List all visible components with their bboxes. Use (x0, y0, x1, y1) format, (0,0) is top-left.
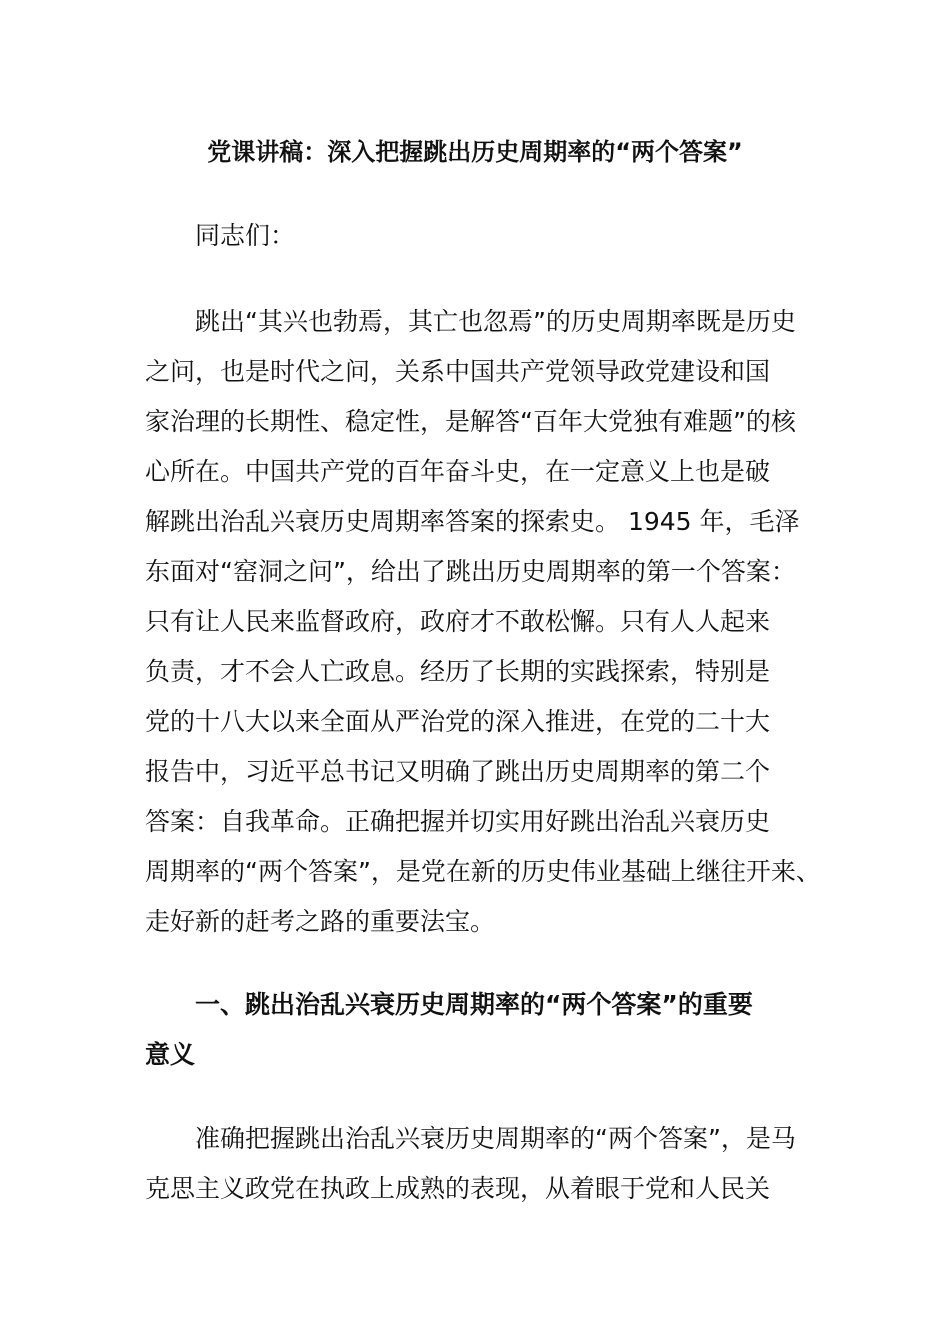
greeting: 同志们： (195, 221, 296, 250)
paragraph-line: 党的十八大以来全面从严治党的深入推进，在党的二十大 (145, 707, 771, 736)
paragraph-line: 负责，才不会人亡政息。经历了长期的实践探索，特别是 (145, 657, 771, 686)
paragraph-line: 家治理的长期性、稳定性，是解答“百年大党独有难题”的核 (145, 407, 796, 436)
document-title: 党课讲稿：深入把握跳出历史周期率的“两个答案” (207, 138, 743, 166)
paragraph-section-1 (145, 1114, 825, 1214)
paragraph-line: 答案：自我革命。正确把握并切实用好跳出治乱兴衰历史 (145, 807, 771, 836)
paragraph-line: 跳出“其兴也勃焉，其亡也忽焉”的历史周期率既是历史 (195, 307, 796, 336)
heading-line: 意义 (145, 1040, 196, 1069)
paragraph-line: 只有让人民来监督政府，政府才不敢松懈。只有人人起来 (145, 607, 771, 636)
paragraph-line: 克思主义政党在执政上成熟的表现，从着眼于党和人民关 (145, 1174, 771, 1203)
section-heading-1 (145, 980, 825, 1080)
paragraph-line: 东面对“窑洞之问”，给出了跳出历史周期率的第一个答案： (145, 557, 796, 586)
paragraph-intro (145, 297, 825, 947)
paragraph-line: 走好新的赶考之路的重要法宝。 (145, 907, 496, 936)
paragraph-line: 周期率的“两个答案”，是党在新的历史伟业基础上继往开来、 (145, 857, 821, 886)
paragraph-line: 之问，也是时代之问，关系中国共产党领导政党建设和国 (145, 357, 771, 386)
paragraph-line: 心所在。中国共产党的百年奋斗史，在一定意义上也是破 (145, 457, 771, 486)
paragraph-line: 准确把握跳出治乱兴衰历史周期率的“两个答案”，是马 (195, 1124, 796, 1153)
paragraph-line: 解跳出治乱兴衰历史周期率答案的探索史。 1945 年，毛泽 (145, 507, 800, 536)
paragraph-line: 报告中，习近平总书记又明确了跳出历史周期率的第二个 (145, 757, 771, 786)
heading-line: 一、跳出治乱兴衰历史周期率的“两个答案”的重要 (195, 990, 753, 1019)
